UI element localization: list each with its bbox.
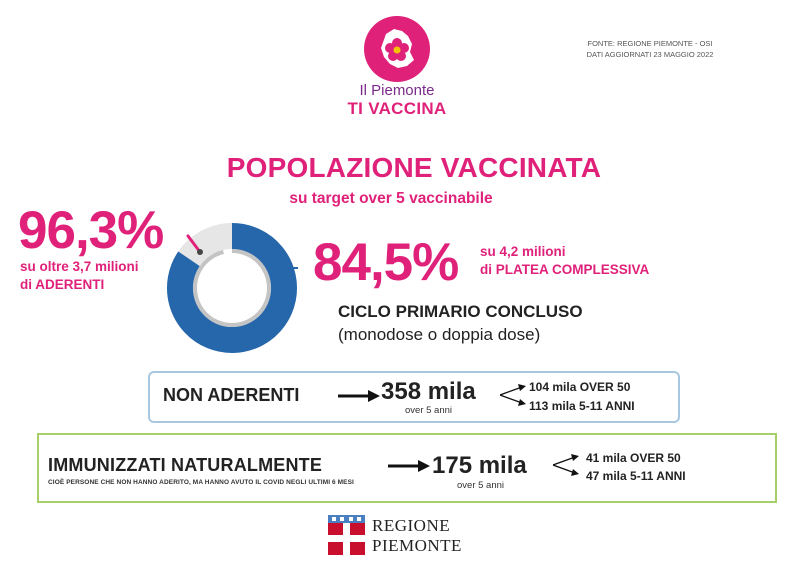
immunizzati-subtext: over 5 anni	[457, 480, 505, 491]
adherence-description	[20, 258, 139, 294]
immunizzati-breakdown-over50: 41 mila OVER 50	[586, 451, 681, 465]
region-name-line2: PIEMONTE	[372, 536, 462, 555]
complete-desc-line1: su 4,2 milioni	[480, 244, 566, 259]
immunizzati-note: CIOÈ PERSONE CHE NON HANNO ADERITO, MA HANNO AVUTO IL COVID NEGLI ULTIMI 6 MESI	[48, 479, 354, 486]
vaccination-donut	[166, 222, 298, 354]
page-title: POPOLAZIONE VACCINATA	[226, 152, 602, 183]
fork-arrow-icon	[553, 454, 579, 476]
cycle-subtitle: (monodose o doppia dose)	[338, 325, 541, 344]
page-subtitle: su target over 5 vaccinabile	[289, 190, 493, 207]
complete-percentage: 84,5%	[313, 233, 459, 292]
logo-text-line2: TI VACCINA	[347, 99, 447, 118]
complete-description	[480, 243, 649, 279]
non-aderenti-subtext: over 5 anni	[405, 405, 453, 416]
arrow-right-icon	[388, 460, 430, 472]
region-name-line1: REGIONE	[372, 516, 451, 535]
logo-text-line1: Il Piemonte	[359, 82, 435, 99]
source-line2: DATI AGGIORNATI 23 MAGGIO 2022	[586, 50, 714, 59]
complete-pointer-dot	[287, 265, 293, 271]
source-line1: FONTE: REGIONE PIEMONTE - OSI	[587, 39, 713, 48]
non-aderenti-value: 358 mila	[381, 378, 476, 405]
arrow-right-icon	[338, 390, 380, 402]
fork-arrow-icon	[500, 384, 526, 406]
piemonte-crest-icon	[328, 515, 365, 555]
non-aderenti-breakdown-5-11: 113 mila 5-11 ANNI	[529, 399, 635, 413]
immunizzati-value: 175 mila	[432, 452, 527, 479]
adherence-desc-line1: su oltre 3,7 milioni	[20, 259, 139, 274]
adherence-pointer-dot	[197, 249, 203, 255]
complete-desc-line2: di PLATEA COMPLESSIVA	[480, 262, 650, 277]
immunizzati-breakdown-5-11: 47 mila 5-11 ANNI	[586, 469, 686, 483]
non-aderenti-label: NON ADERENTI	[163, 385, 300, 405]
piemonte-vaccina-logo	[364, 16, 430, 82]
piemonte-flower-icon	[364, 16, 430, 82]
donut-adherence-arc	[195, 251, 269, 325]
immunizzati-label: IMMUNIZZATI NATURALMENTE	[48, 455, 323, 475]
non-aderenti-breakdown-over50: 104 mila OVER 50	[529, 380, 631, 394]
adherence-percentage: 96,3%	[18, 201, 164, 260]
source-note	[560, 38, 740, 60]
cycle-title: CICLO PRIMARIO CONCLUSO	[338, 302, 583, 321]
adherence-desc-line2: di ADERENTI	[20, 277, 105, 292]
